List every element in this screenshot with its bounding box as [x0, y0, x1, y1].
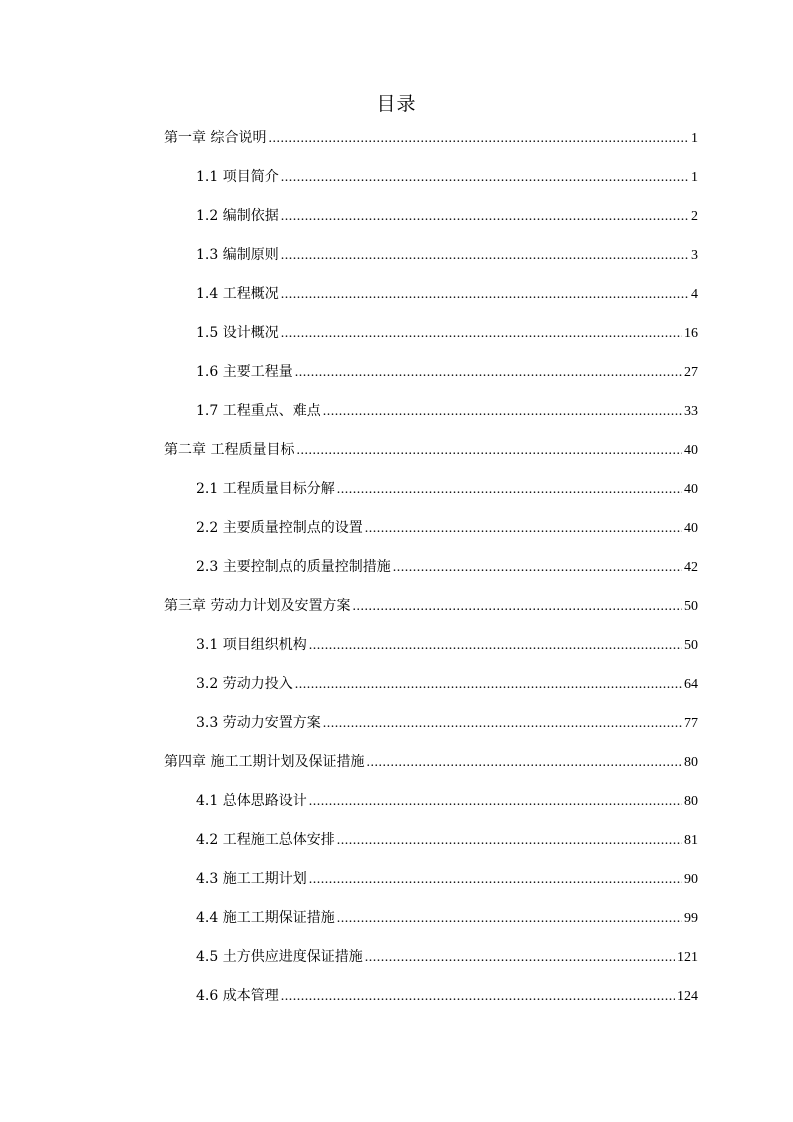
toc-leader-dots: [268, 129, 689, 149]
toc-leader-dots: [365, 519, 682, 539]
toc-section-3-2[interactable]: [196, 674, 698, 694]
toc-leader-dots: [281, 324, 682, 344]
toc-entry-label: 4.2 工程施工总体安排: [196, 832, 335, 848]
toc-entry-label: 4.4 施工工期保证措施: [196, 910, 335, 926]
toc-chapter-1[interactable]: [164, 128, 698, 148]
toc-entry-label: 1.7 工程重点、难点: [196, 403, 321, 419]
toc-page-number: 40: [684, 521, 698, 536]
toc-section-1-5[interactable]: [196, 323, 698, 343]
toc-entry-label: 4.3 施工工期计划: [196, 871, 307, 887]
toc-entry-label: 3.1 项目组织机构: [196, 637, 307, 653]
toc-section-4-5[interactable]: [196, 947, 698, 967]
toc-section-1-3[interactable]: [196, 245, 698, 265]
toc-section-1-4[interactable]: [196, 284, 698, 304]
toc-entry-label: 第四章 施工工期计划及保证措施: [164, 754, 365, 770]
toc-chapter-3[interactable]: [164, 596, 698, 616]
toc-section-4-6[interactable]: [196, 986, 698, 1006]
toc-entry-label: 1.6 主要工程量: [196, 364, 293, 380]
toc-entry-label: 1.5 设计概况: [196, 325, 279, 341]
toc-leader-dots: [309, 636, 682, 656]
toc-page-number: 80: [684, 755, 698, 770]
toc-leader-dots: [337, 480, 682, 500]
toc-leader-dots: [323, 714, 682, 734]
toc-chapter-4[interactable]: [164, 752, 698, 772]
toc-entry-label: 4.5 土方供应进度保证措施: [196, 949, 363, 965]
toc-page-number: 4: [691, 287, 698, 302]
toc-leader-dots: [309, 870, 682, 890]
toc-section-2-3[interactable]: [196, 557, 698, 577]
toc-title: 目录: [376, 93, 417, 115]
toc-page-number: 80: [684, 794, 698, 809]
toc-entry-label: 4.1 总体思路设计: [196, 793, 307, 809]
toc-page-number: 27: [684, 365, 698, 380]
toc-entry-label: 第二章 工程质量目标: [164, 442, 295, 458]
toc-leader-dots: [352, 597, 682, 617]
toc-section-1-2[interactable]: [196, 206, 698, 226]
toc-page-number: 40: [684, 443, 698, 458]
toc-section-3-1[interactable]: [196, 635, 698, 655]
toc-page-number: 90: [684, 872, 698, 887]
toc-leader-dots: [296, 441, 682, 461]
toc-section-4-3[interactable]: [196, 869, 698, 889]
toc-entry-label: 1.4 工程概况: [196, 286, 279, 302]
toc-page-number: 124: [677, 989, 698, 1004]
toc-entry-label: 1.2 编制依据: [196, 208, 279, 224]
toc-entry-label: 第一章 综合说明: [164, 130, 267, 146]
toc-entry-label: 3.3 劳动力安置方案: [196, 715, 321, 731]
toc-entry-label: 第三章 劳动力计划及安置方案: [164, 598, 351, 614]
toc-leader-dots: [295, 675, 682, 695]
toc-section-1-7[interactable]: [196, 401, 698, 421]
toc-page-number: 99: [684, 911, 698, 926]
toc-section-4-2[interactable]: [196, 830, 698, 850]
toc-section-1-1[interactable]: [196, 167, 698, 187]
toc-page-number: 3: [691, 248, 698, 263]
toc-page-number: 2: [691, 209, 698, 224]
toc-page-number: 1: [691, 170, 698, 185]
toc-leader-dots: [337, 909, 682, 929]
toc-chapter-2[interactable]: [164, 440, 698, 460]
toc-section-4-1[interactable]: [196, 791, 698, 811]
toc-leader-dots: [393, 558, 682, 578]
toc-page-number: 77: [684, 716, 698, 731]
toc-leader-dots: [365, 948, 675, 968]
toc-page-number: 121: [677, 950, 698, 965]
toc-leader-dots: [366, 753, 682, 773]
toc-leader-dots: [309, 792, 682, 812]
toc-entry-label: 2.3 主要控制点的质量控制措施: [196, 559, 391, 575]
toc-leader-dots: [281, 246, 689, 266]
toc-section-2-2[interactable]: [196, 518, 698, 538]
toc-leader-dots: [323, 402, 682, 422]
toc-entry-label: 2.2 主要质量控制点的设置: [196, 520, 363, 536]
toc-page-number: 16: [684, 326, 698, 341]
toc-page-number: 1: [691, 131, 698, 146]
toc-section-4-4[interactable]: [196, 908, 698, 928]
toc-page-number: 64: [684, 677, 698, 692]
toc-page-number: 81: [684, 833, 698, 848]
toc-page-number: 33: [684, 404, 698, 419]
toc-leader-dots: [281, 207, 689, 227]
toc-leader-dots: [281, 285, 689, 305]
toc-page-number: 50: [684, 638, 698, 653]
toc-leader-dots: [281, 168, 689, 188]
toc-entry-label: 2.1 工程质量目标分解: [196, 481, 335, 497]
toc-page-number: 50: [684, 599, 698, 614]
toc-entry-label: 4.6 成本管理: [196, 988, 279, 1004]
toc-entry-label: 3.2 劳动力投入: [196, 676, 293, 692]
toc-leader-dots: [281, 987, 675, 1007]
toc-section-3-3[interactable]: [196, 713, 698, 733]
toc-entry-label: 1.1 项目简介: [196, 169, 279, 185]
toc-section-1-6[interactable]: [196, 362, 698, 382]
toc-entry-label: 1.3 编制原则: [196, 247, 279, 263]
toc-leader-dots: [295, 363, 682, 383]
toc-leader-dots: [337, 831, 682, 851]
toc-page-number: 40: [684, 482, 698, 497]
toc-section-2-1[interactable]: [196, 479, 698, 499]
toc-page-number: 42: [684, 560, 698, 575]
